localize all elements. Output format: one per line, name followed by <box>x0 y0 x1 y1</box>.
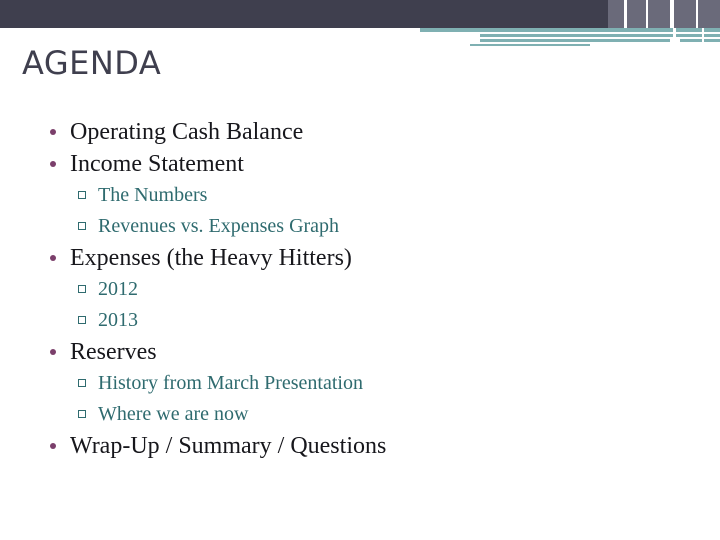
list-item-label: Reserves <box>70 339 157 365</box>
slide-title: AGENDA <box>22 44 162 82</box>
agenda-content <box>44 116 684 462</box>
teal-stripe <box>470 44 590 46</box>
list-item-label: Income Statement <box>70 151 244 177</box>
sub-list-item <box>70 274 684 305</box>
list-item-label: Expenses (the Heavy Hitters) <box>70 245 352 271</box>
list-item <box>44 148 684 242</box>
sub-list-item-label: 2013 <box>98 309 138 331</box>
agenda-list <box>44 116 684 462</box>
teal-stripe <box>480 39 670 42</box>
bullet-icon <box>50 161 56 167</box>
teal-stripe-break <box>673 28 676 52</box>
teal-stripe <box>480 34 720 37</box>
teal-stripe-break <box>702 28 704 52</box>
square-bullet-icon <box>78 379 86 387</box>
sub-list-item <box>70 305 684 336</box>
sub-list <box>70 180 684 242</box>
sub-list-item-label: 2012 <box>98 278 138 300</box>
bullet-icon <box>50 443 56 449</box>
sub-list-item <box>70 368 684 399</box>
square-bullet-icon <box>78 316 86 324</box>
list-item <box>44 336 684 430</box>
sub-list <box>70 274 684 336</box>
sub-list-item <box>70 399 684 430</box>
sub-list-item <box>70 211 684 242</box>
list-item-label: Wrap-Up / Summary / Questions <box>70 433 387 459</box>
teal-accent-stripes <box>420 28 720 52</box>
sub-list-item-label: Where we are now <box>98 403 249 425</box>
header-band-accent <box>608 0 720 28</box>
bullet-icon <box>50 349 56 355</box>
bullet-icon <box>50 255 56 261</box>
sub-list-item-label: History from March Presentation <box>98 372 363 394</box>
square-bullet-icon <box>78 410 86 418</box>
sub-list-item-label: Revenues vs. Expenses Graph <box>98 215 340 237</box>
header-stripe <box>646 0 648 28</box>
header-stripe <box>696 0 698 28</box>
sub-list <box>70 368 684 430</box>
square-bullet-icon <box>78 191 86 199</box>
list-item-label: Operating Cash Balance <box>70 119 304 145</box>
list-item <box>44 242 684 336</box>
header-stripe <box>624 0 627 28</box>
header-stripe <box>670 0 674 28</box>
square-bullet-icon <box>78 285 86 293</box>
bullet-icon <box>50 129 56 135</box>
header-band <box>0 0 720 28</box>
sub-list-item-label: The Numbers <box>98 184 208 206</box>
sub-list-item <box>70 180 684 211</box>
teal-stripe <box>680 39 720 42</box>
list-item <box>44 116 684 148</box>
list-item <box>44 430 684 462</box>
square-bullet-icon <box>78 222 86 230</box>
